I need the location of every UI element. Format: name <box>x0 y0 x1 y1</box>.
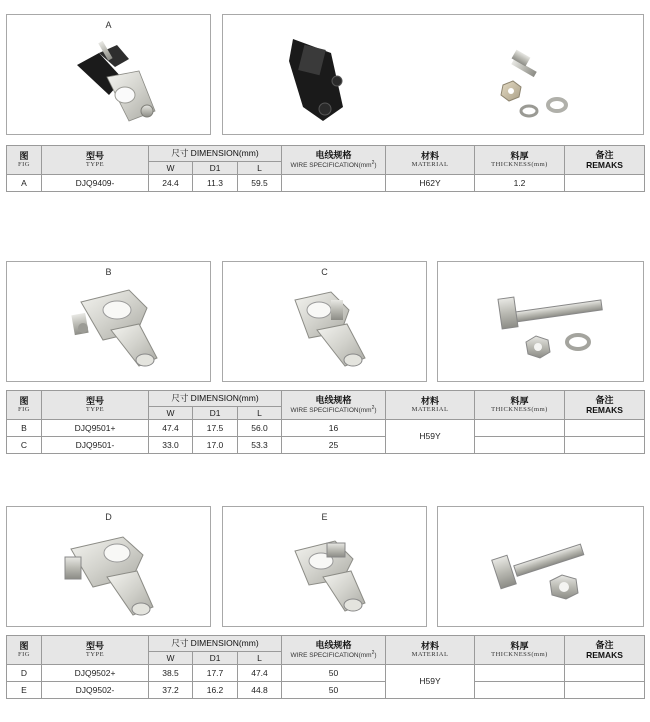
photo-panel-wide-a <box>222 14 644 135</box>
photo-panel-d <box>6 506 211 627</box>
d1-cell: 11.3 <box>193 175 238 192</box>
l-cell: 59.5 <box>238 175 282 192</box>
dimension-header: 尺寸 DIMENSION(mm) <box>149 636 282 652</box>
d1-cell: 17.0 <box>193 437 238 454</box>
material-header: 材料 MATERIAL <box>386 146 475 175</box>
thickness-header: 料厚 THICKNESS(mm) <box>475 636 565 665</box>
table-row <box>7 437 645 454</box>
w-header: W <box>149 652 193 665</box>
terminal-b-image <box>7 262 212 383</box>
l-header: L <box>238 162 282 175</box>
type-cell: DJQ9502+ <box>42 665 149 682</box>
wire-cell: 25 <box>282 437 386 454</box>
spec-table-a <box>6 145 645 192</box>
table-row <box>7 175 645 192</box>
w-header: W <box>149 162 193 175</box>
remarks-header: 备注 REMAKS <box>565 146 645 175</box>
l-cell: 53.3 <box>238 437 282 454</box>
spec-table-de <box>6 635 645 699</box>
photo-panel-a <box>6 14 211 135</box>
fig-cell: C <box>7 437 42 454</box>
table-row <box>7 682 645 699</box>
d1-cell: 16.2 <box>193 682 238 699</box>
bolt-nut-image <box>438 507 645 628</box>
fig-cell: A <box>7 175 42 192</box>
remarks-cell <box>565 437 645 454</box>
type-cell: DJQ9409- <box>42 175 149 192</box>
remarks-cell <box>565 175 645 192</box>
photo-panel-hardware-e <box>437 506 644 627</box>
photo-panel-hardware-c <box>437 261 644 382</box>
photo-panel-b <box>6 261 211 382</box>
material-header: 材料 MATERIAL <box>386 391 475 420</box>
fig-cell: E <box>7 682 42 699</box>
material-cell: H59Y <box>386 420 475 454</box>
cover-and-hardware-image <box>223 15 645 136</box>
w-header: W <box>149 407 193 420</box>
fig-header: 图 FIG <box>7 391 42 420</box>
type-header: 型号 TYPE <box>42 636 149 665</box>
l-cell: 47.4 <box>238 665 282 682</box>
type-cell: DJQ9502- <box>42 682 149 699</box>
l-cell: 56.0 <box>238 420 282 437</box>
thickness-cell: 1.2 <box>475 175 565 192</box>
l-header: L <box>238 652 282 665</box>
w-cell: 33.0 <box>149 437 193 454</box>
l-header: L <box>238 407 282 420</box>
l-cell: 44.8 <box>238 682 282 699</box>
remarks-cell <box>565 420 645 437</box>
d1-header: D1 <box>193 407 238 420</box>
panel-label: B <box>105 267 112 277</box>
thickness-cell <box>475 437 565 454</box>
d1-cell: 17.7 <box>193 665 238 682</box>
wire-header: 电线规格 WIRE $SPECIFICATION(mm^2)$ <box>282 146 386 175</box>
panel-label: C <box>321 267 328 277</box>
material-header: 材料 MATERIAL <box>386 636 475 665</box>
w-cell: 47.4 <box>149 420 193 437</box>
panel-label: A <box>105 20 112 30</box>
wire-cell: 50 <box>282 665 386 682</box>
photo-panel-e <box>222 506 427 627</box>
bolt-nut-washer-image <box>438 262 645 383</box>
wire-cell <box>282 175 386 192</box>
material-cell: H62Y <box>386 175 475 192</box>
type-cell: DJQ9501+ <box>42 420 149 437</box>
fig-header: 图 FIG <box>7 146 42 175</box>
fig-header: 图 FIG <box>7 636 42 665</box>
fig-cell: D <box>7 665 42 682</box>
type-header: 型号 TYPE <box>42 146 149 175</box>
panel-label: E <box>321 512 328 522</box>
material-cell: H59Y <box>386 665 475 699</box>
thickness-header: 料厚 THICKNESS(mm) <box>475 146 565 175</box>
dimension-header: 尺寸 DIMENSION(mm) <box>149 146 282 162</box>
terminal-a-image <box>7 15 212 136</box>
dimension-header: 尺寸 DIMENSION(mm) <box>149 391 282 407</box>
wire-cell: 50 <box>282 682 386 699</box>
remarks-header: 备注 REMAKS <box>565 636 645 665</box>
thickness-cell <box>475 682 565 699</box>
wire-header: 电线规格 WIRE $SPECIFICATION(mm^2)$ <box>282 391 386 420</box>
terminal-d-image <box>7 507 212 628</box>
d1-cell: 17.5 <box>193 420 238 437</box>
terminal-c-image <box>223 262 428 383</box>
spec-table-bc <box>6 390 645 454</box>
terminal-e-image <box>223 507 428 628</box>
table-row <box>7 665 645 682</box>
w-cell: 37.2 <box>149 682 193 699</box>
d1-header: D1 <box>193 162 238 175</box>
fig-cell: B <box>7 420 42 437</box>
thickness-header: 料厚 THICKNESS(mm) <box>475 391 565 420</box>
wire-cell: 16 <box>282 420 386 437</box>
wire-header: 电线规格 WIRE $SPECIFICATION(mm^2)$ <box>282 636 386 665</box>
table-row <box>7 420 645 437</box>
thickness-cell <box>475 665 565 682</box>
panel-label: D <box>105 512 112 522</box>
type-header: 型号 TYPE <box>42 391 149 420</box>
remarks-header: 备注 REMAKS <box>565 391 645 420</box>
d1-header: D1 <box>193 652 238 665</box>
photo-panel-c <box>222 261 427 382</box>
thickness-cell <box>475 420 565 437</box>
w-cell: 38.5 <box>149 665 193 682</box>
remarks-cell <box>565 665 645 682</box>
w-cell: 24.4 <box>149 175 193 192</box>
remarks-cell <box>565 682 645 699</box>
type-cell: DJQ9501- <box>42 437 149 454</box>
